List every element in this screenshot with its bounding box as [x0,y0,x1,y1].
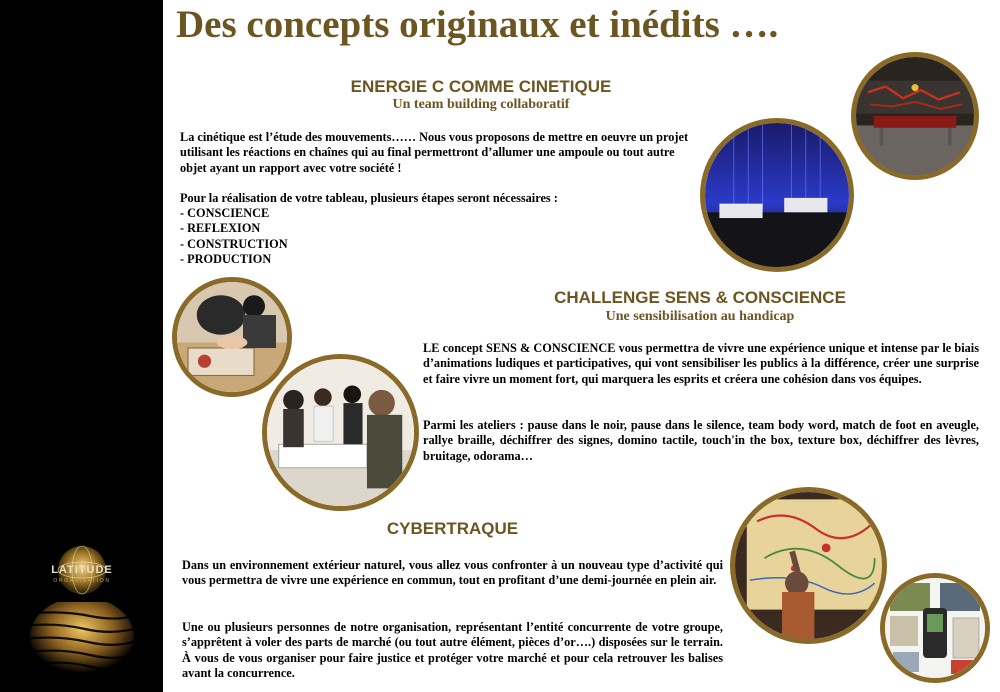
photo-map-presentation [730,487,887,644]
section-cinetique-intro: La cinétique est l’étude des mouvements…… Nous vous proposons de mettre en oeuvre un projet utilisant les réactions en chaînes qui au final permettront d’allumer une ampoule ou tout autre objet ayant un rapport avec votre société ! [180,130,689,175]
logo-name: LATITUDE [51,564,113,576]
photo-group-activity [262,354,419,511]
section-cybertraque-paragraph-1: Dans un environnement extérieur naturel, vous allez vous confronter à un nouveau type d’activité qui vous permettra de vivre une expérience en commun, tout en profitant d’une demi-journée en plein air. [182,558,723,588]
photo-chain-reaction-table [851,52,979,180]
step-item: - CONSTRUCTION [180,236,288,251]
section-cinetique-subtitle: Un team building collaboratif [392,97,570,112]
photo-gps-devices [880,573,990,683]
section-cybertraque-title: CYBERTRAQUE [386,519,519,538]
section-sens-subtitle: Une sensibilisation au handicap [605,309,795,324]
section-sens-title: CHALLENGE SENS & CONSCIENCE [554,288,846,307]
page-title: Des concepts originaux et inédits …. [176,3,779,46]
section-sens-paragraph-2: Parmi les ateliers : pause dans le noir, pause dans le silence, team body word, match de foot en aveugle, rallye braille, déchiffrer des signes, domino tactile, touch'in the box, texture box, déchiffrer des lèvres, bruitage, odorama… [423,418,979,463]
step-item: - CONSCIENCE [180,206,270,220]
logo-subtitle: ORGANISATION [53,578,111,584]
section-cinetique-title: ENERGIE C COMME CINETIQUE [350,77,612,96]
step-item: - PRODUCTION [180,251,272,266]
section-cybertraque-paragraph-2: Une ou plusieurs personnes de notre organisation, représentant l’entité concurrente de votre groupe, s’apprêtent à voler des parts de marché (ou tout autre élément, pièces d’or….) disposées sur le terrain. À vous de vous organiser pour faire justice et protéger votre marché et pour cela retrouver les balises avant la concurrence. [182,620,723,680]
section-cinetique-steps [180,206,288,267]
photo-blindfolded-participants [172,277,292,397]
section-cinetique-steps-intro: Pour la réalisation de votre tableau, plusieurs étapes seront nécessaires : [180,191,558,205]
section-sens-paragraph-1: LE concept SENS & CONSCIENCE vous permettra de vivre une expérience unique et intense par le biais d’animations ludiques et participatives, qui vont sensibiliser les publics à la différence, créer une surprise et faire vivre un moment fort, qui marquera les esprits et créera une cohésion dans vos équipes. [423,341,979,386]
photo-blue-stage [700,118,854,272]
step-item: - REFLEXION [180,221,261,236]
gold-reflection-decoration [0,602,163,692]
sidebar [0,0,163,692]
latitude-logo [42,542,122,602]
